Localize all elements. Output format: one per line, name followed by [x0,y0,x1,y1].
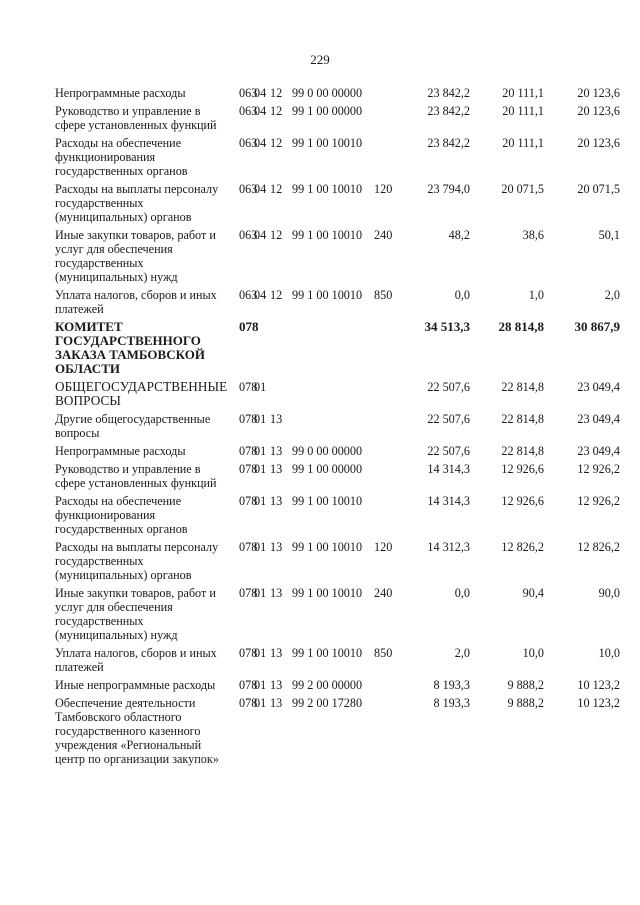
table-row [55,136,620,182]
target-article-code: 99 1 00 10010 [292,182,363,196]
razdel-code: 01 [254,696,267,710]
row-name: Расходы на выплаты персоналу государственных (муниципальных) органов [55,540,219,582]
target-article-code: 99 1 00 10010 [292,646,363,660]
amount-year-3: 2,0 [604,288,620,302]
glava-code: 063 [239,104,258,118]
amount-year-3: 10,0 [598,646,620,660]
amount-year-1: 23 842,2 [427,136,470,150]
amount-year-2: 28 814,8 [498,319,544,334]
budget-table [55,86,620,770]
expense-type-code [374,494,404,540]
target-article-code [292,320,374,380]
podrazdel-code [270,320,292,380]
amount-year-2: 20 111,1 [502,136,544,150]
amount-year-2: 10,0 [522,646,544,660]
razdel-code: 04 [254,228,267,242]
glava-code: 078 [239,540,258,554]
razdel-code: 04 [254,104,267,118]
amount-year-1: 48,2 [448,228,470,242]
table-row [55,540,620,586]
row-name: Расходы на выплаты персоналу государственных (муниципальных) органов [55,182,219,224]
target-article-code: 99 2 00 00000 [292,678,363,692]
razdel-code: 04 [254,288,267,302]
amount-year-2: 90,4 [522,586,544,600]
table-row [55,444,620,462]
target-article-code: 99 1 00 00000 [292,104,363,118]
row-name: Другие общегосударственные вопросы [55,412,211,440]
amount-year-2: 9 888,2 [507,696,544,710]
table-row [55,696,620,770]
amount-year-1: 8 193,3 [433,696,470,710]
row-name: Расходы на обеспечение функционирования государственных органов [55,136,188,178]
budget-table-body [55,86,620,770]
podrazdel-code [270,380,292,412]
amount-year-3: 20 123,6 [577,104,620,118]
table-row [55,104,620,136]
table-row [55,646,620,678]
glava-code: 078 [239,319,259,334]
razdel-code: 01 [254,462,267,476]
amount-year-3: 50,1 [598,228,620,242]
glava-code: 078 [239,646,258,660]
razdel-code: 01 [254,586,267,600]
amount-year-1: 0,0 [454,288,470,302]
glava-code: 078 [239,412,258,426]
row-name: Непрограммные расходы [55,86,186,100]
amount-year-2: 9 888,2 [507,678,544,692]
expense-type-code [374,104,404,136]
razdel-code: 01 [254,678,267,692]
podrazdel-code: 13 [270,678,283,692]
razdel-code: 01 [254,380,267,394]
razdel-code: 01 [254,444,267,458]
amount-year-1: 0,0 [454,586,470,600]
expense-type-code [374,86,404,104]
glava-code: 063 [239,136,258,150]
amount-year-1: 34 513,3 [424,319,470,334]
table-row [55,412,620,444]
row-name: ОБЩЕГОСУДАРСТВЕННЫЕ ВОПРОСЫ [55,379,228,408]
expense-type-code [374,696,404,770]
podrazdel-code: 12 [270,136,283,150]
amount-year-2: 12 926,6 [501,462,544,476]
amount-year-1: 23 842,2 [427,86,470,100]
table-row [55,228,620,288]
table-row [55,182,620,228]
razdel-code: 01 [254,646,267,660]
expense-type-code: 850 [374,288,393,302]
amount-year-1: 8 193,3 [433,678,470,692]
amount-year-3: 10 123,2 [577,696,620,710]
razdel-code: 04 [254,86,267,100]
amount-year-2: 12 926,6 [501,494,544,508]
podrazdel-code: 13 [270,412,283,426]
row-name: Иные закупки товаров, работ и услуг для обеспечения государственных (муниципальных) нужд [55,228,216,284]
amount-year-2: 20 071,5 [501,182,544,196]
podrazdel-code: 13 [270,586,283,600]
amount-year-3: 23 049,4 [577,380,620,394]
amount-year-2: 20 111,1 [502,104,544,118]
podrazdel-code: 13 [270,696,283,710]
glava-code: 063 [239,86,258,100]
glava-code: 078 [239,462,258,476]
glava-code: 063 [239,182,258,196]
expense-type-code: 240 [374,586,393,600]
amount-year-3: 23 049,4 [577,444,620,458]
expense-type-code: 850 [374,646,393,660]
expense-type-code [374,320,404,380]
row-name: Непрограммные расходы [55,444,186,458]
row-name: Уплата налогов, сборов и иных платежей [55,288,217,316]
amount-year-3: 20 123,6 [577,136,620,150]
glava-code: 078 [239,678,258,692]
glava-code: 063 [239,228,258,242]
amount-year-1: 14 314,3 [427,494,470,508]
razdel-code: 04 [254,182,267,196]
row-name: Руководство и управление в сфере установленных функций [55,104,217,132]
row-name: Руководство и управление в сфере установленных функций [55,462,217,490]
expense-type-code: 120 [374,540,393,554]
target-article-code: 99 1 00 00000 [292,462,363,476]
amount-year-2: 12 826,2 [501,540,544,554]
glava-code: 078 [239,380,258,394]
expense-type-code [374,444,404,462]
amount-year-2: 22 814,8 [501,412,544,426]
podrazdel-code: 13 [270,462,283,476]
podrazdel-code: 12 [270,104,283,118]
amount-year-2: 20 111,1 [502,86,544,100]
table-row [55,320,620,380]
target-article-code: 99 0 00 00000 [292,444,363,458]
page-number: 229 [310,52,330,67]
row-name: Обеспечение деятельности Тамбовского областного государственного казенного учреждения «Региональный центр по организации закупок» [55,696,219,766]
table-row [55,380,620,412]
podrazdel-code: 12 [270,288,283,302]
row-name: Расходы на обеспечение функционирования государственных органов [55,494,188,536]
expense-type-code [374,136,404,182]
glava-code: 078 [239,444,258,458]
podrazdel-code: 12 [270,228,283,242]
podrazdel-code: 12 [270,86,283,100]
podrazdel-code: 13 [270,444,283,458]
podrazdel-code: 13 [270,646,283,660]
glava-code: 078 [239,696,258,710]
expense-type-code: 120 [374,182,393,196]
podrazdel-code: 12 [270,182,283,196]
amount-year-3: 10 123,2 [577,678,620,692]
target-article-code: 99 1 00 10010 [292,228,363,242]
amount-year-2: 1,0 [528,288,544,302]
amount-year-3: 20 071,5 [577,182,620,196]
amount-year-3: 12 926,2 [577,494,620,508]
amount-year-3: 20 123,6 [577,86,620,100]
razdel-code: 01 [254,412,267,426]
expense-type-code [374,412,404,444]
amount-year-1: 22 507,6 [427,412,470,426]
table-row [55,86,620,104]
razdel-code: 01 [254,540,267,554]
expense-type-code [374,462,404,494]
amount-year-3: 12 826,2 [577,540,620,554]
amount-year-1: 22 507,6 [427,444,470,458]
target-article-code: 99 0 00 00000 [292,86,363,100]
amount-year-1: 14 314,3 [427,462,470,476]
amount-year-2: 38,6 [522,228,544,242]
amount-year-2: 22 814,8 [501,444,544,458]
amount-year-3: 23 049,4 [577,412,620,426]
amount-year-1: 2,0 [454,646,470,660]
expense-type-code: 240 [374,228,393,242]
razdel-code: 04 [254,136,267,150]
glava-code: 078 [239,494,258,508]
amount-year-1: 22 507,6 [427,380,470,394]
target-article-code: 99 1 00 10010 [292,540,363,554]
target-article-code: 99 1 00 10010 [292,136,363,150]
target-article-code: 99 2 00 17280 [292,696,363,710]
table-row [55,462,620,494]
expense-type-code [374,678,404,696]
row-name: Иные закупки товаров, работ и услуг для обеспечения государственных (муниципальных) нужд [55,586,216,642]
target-article-code: 99 1 00 10010 [292,494,363,508]
amount-year-3: 90,0 [598,586,620,600]
amount-year-1: 23 794,0 [427,182,470,196]
podrazdel-code: 13 [270,540,283,554]
amount-year-1: 14 312,3 [427,540,470,554]
glava-code: 063 [239,288,258,302]
row-name: Иные непрограммные расходы [55,678,216,692]
target-article-code [292,380,374,412]
target-article-code: 99 1 00 10010 [292,288,363,302]
row-name: КОМИТЕТ ГОСУДАРСТВЕННОГО ЗАКАЗА ТАМБОВСКОЙ ОБЛАСТИ [55,319,205,376]
table-row [55,678,620,696]
amount-year-3: 12 926,2 [577,462,620,476]
table-row [55,288,620,320]
podrazdel-code: 13 [270,494,283,508]
expense-type-code [374,380,404,412]
table-row [55,586,620,646]
row-name: Уплата налогов, сборов и иных платежей [55,646,217,674]
amount-year-3: 30 867,9 [574,319,620,334]
glava-code: 078 [239,586,258,600]
target-article-code: 99 1 00 10010 [292,586,363,600]
amount-year-2: 22 814,8 [501,380,544,394]
razdel-code: 01 [254,494,267,508]
table-row [55,494,620,540]
amount-year-1: 23 842,2 [427,104,470,118]
target-article-code [292,412,374,444]
